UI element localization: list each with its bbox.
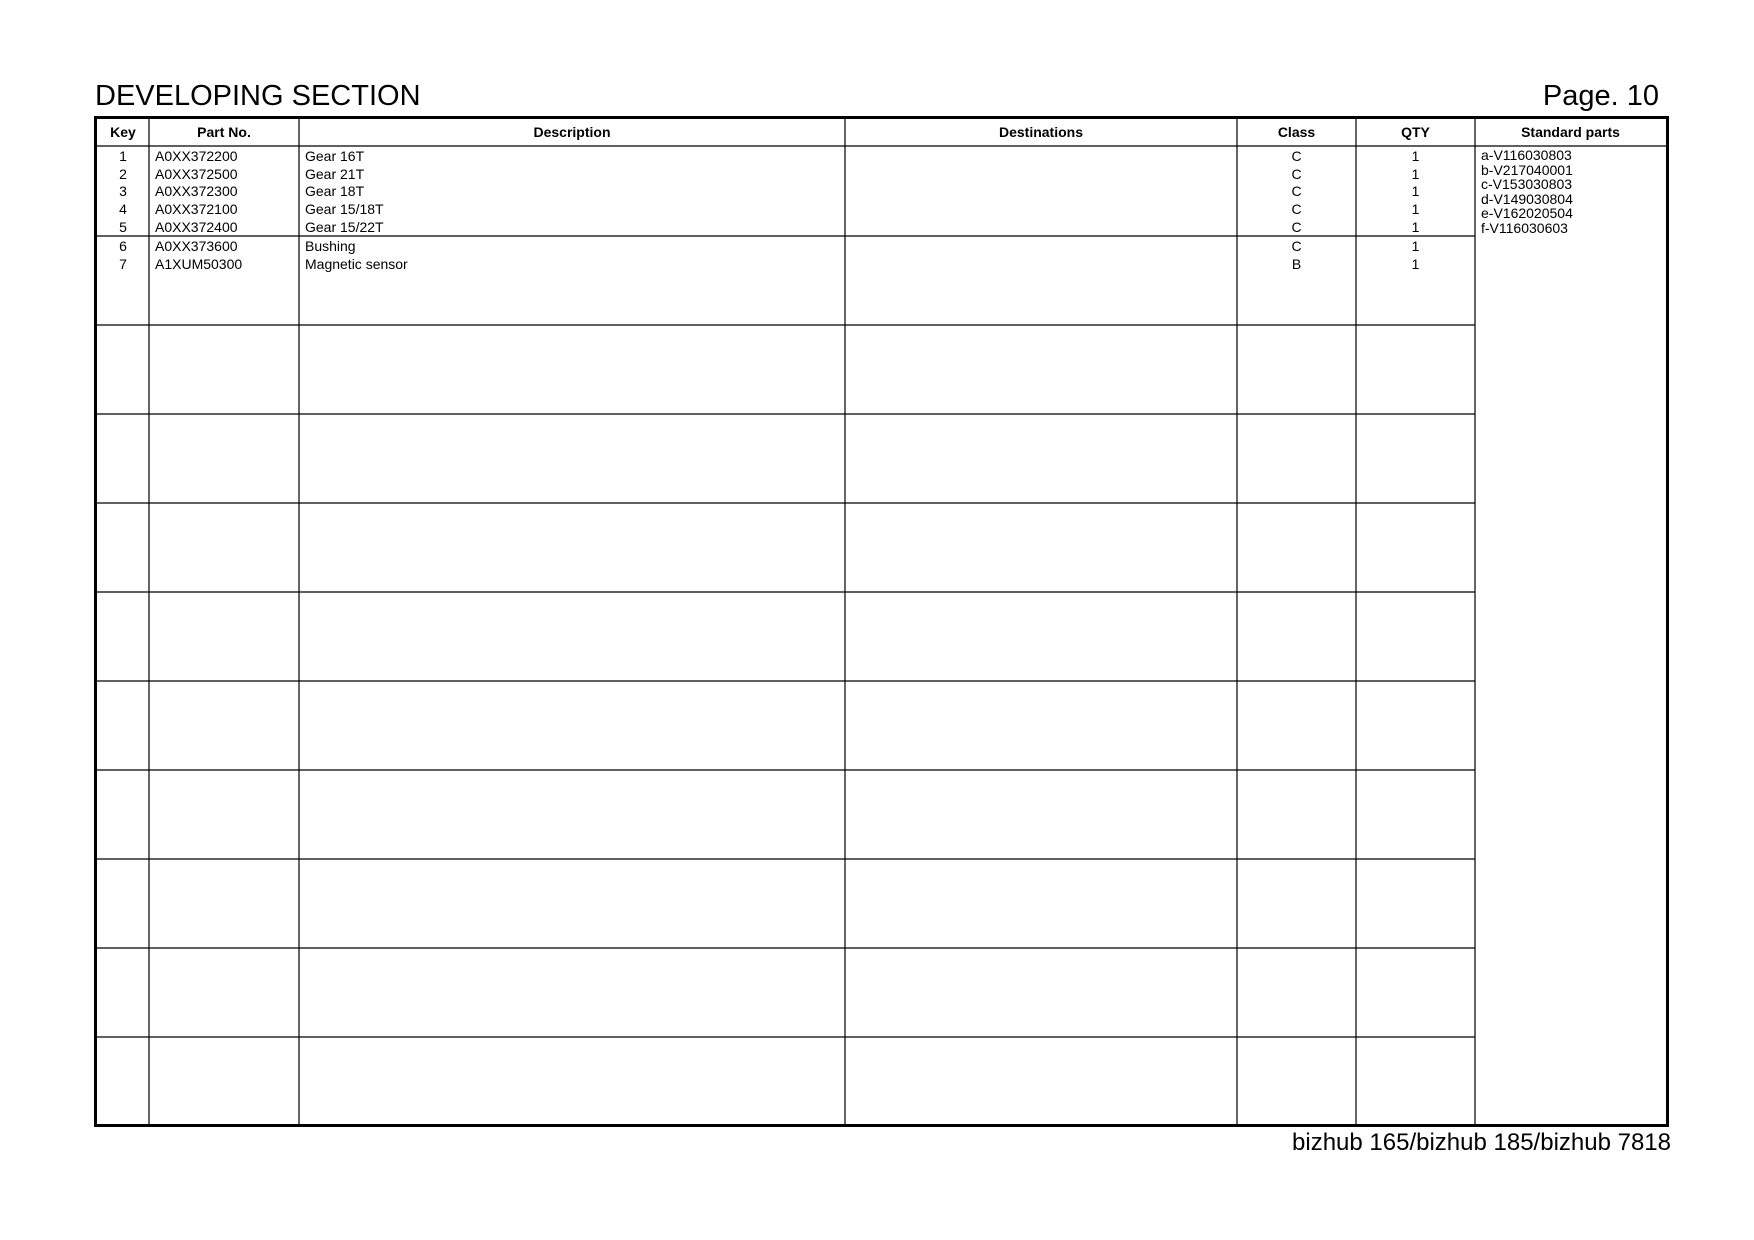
row-3-class: C [1291,183,1302,200]
standard-part-item: e-V162020504 [1481,205,1573,221]
standard-part-item: b-V217040001 [1481,161,1573,178]
row-4-key: 4 [119,201,127,218]
row-7-key: 7 [119,255,127,272]
column-header-description: Description [533,124,611,140]
row-1-part-no: A0XX372200 [155,148,238,164]
model-footer: bizhub 165/bizhub 185/bizhub 7818 [1292,1129,1671,1156]
standard-part-item: f-V116030603 [1481,219,1568,236]
row-4-description: Gear 15/18T [305,201,384,218]
parts-table [94,116,1669,1127]
page-title: DEVELOPING SECTION [95,80,421,112]
standard-part-item: a-V116030803 [1481,147,1572,163]
column-header-class: Class [1277,124,1316,140]
row-2-class: C [1291,165,1302,182]
row-2-part-no: A0XX372500 [155,165,238,182]
standard-part-item: c-V153030803 [1481,176,1573,192]
row-3-part-no: A0XX372300 [155,183,238,200]
row-3-key: 3 [119,183,127,200]
row-5-part-no: A0XX372400 [155,218,238,235]
row-1-qty: 1 [1411,148,1420,164]
column-header-qty: QTY [1401,124,1430,140]
column-header-destinations: Destinations [998,124,1083,140]
page-number: Page. 10 [1542,80,1659,112]
row-7-class: B [1291,255,1302,272]
row-2-qty: 1 [1411,165,1420,182]
row-5-class: C [1291,218,1302,235]
standard-parts-list [1481,148,1573,235]
row-7-part-no: A1XUM50300 [155,255,243,272]
row-3-qty: 1 [1411,183,1420,200]
row-4-part-no: A0XX372100 [155,201,238,218]
row-5-description: Gear 15/22T [305,218,384,235]
row-3-description: Gear 18T [305,183,365,200]
row-6-class: C [1291,237,1302,254]
row-1-class: C [1291,148,1302,164]
row-5-qty: 1 [1411,218,1420,235]
row-5-key: 5 [119,218,127,235]
row-7-qty: 1 [1411,255,1420,272]
row-6-qty: 1 [1411,237,1420,254]
column-header-standard-parts: Standard parts [1521,124,1620,140]
row-6-key: 6 [119,237,127,254]
column-header-part-no: Part No. [197,124,251,140]
row-4-qty: 1 [1411,201,1420,218]
row-1-key: 1 [119,148,127,164]
row-2-key: 2 [119,165,127,182]
row-2-description: Gear 21T [305,165,365,182]
column-header-key: Key [110,124,136,140]
standard-part-item: d-V149030804 [1481,190,1573,207]
row-6-description: Bushing [305,237,356,254]
row-7-description: Magnetic sensor [305,255,408,272]
row-4-class: C [1291,201,1302,218]
row-6-part-no: A0XX373600 [155,237,238,254]
row-1-description: Gear 16T [305,148,365,164]
